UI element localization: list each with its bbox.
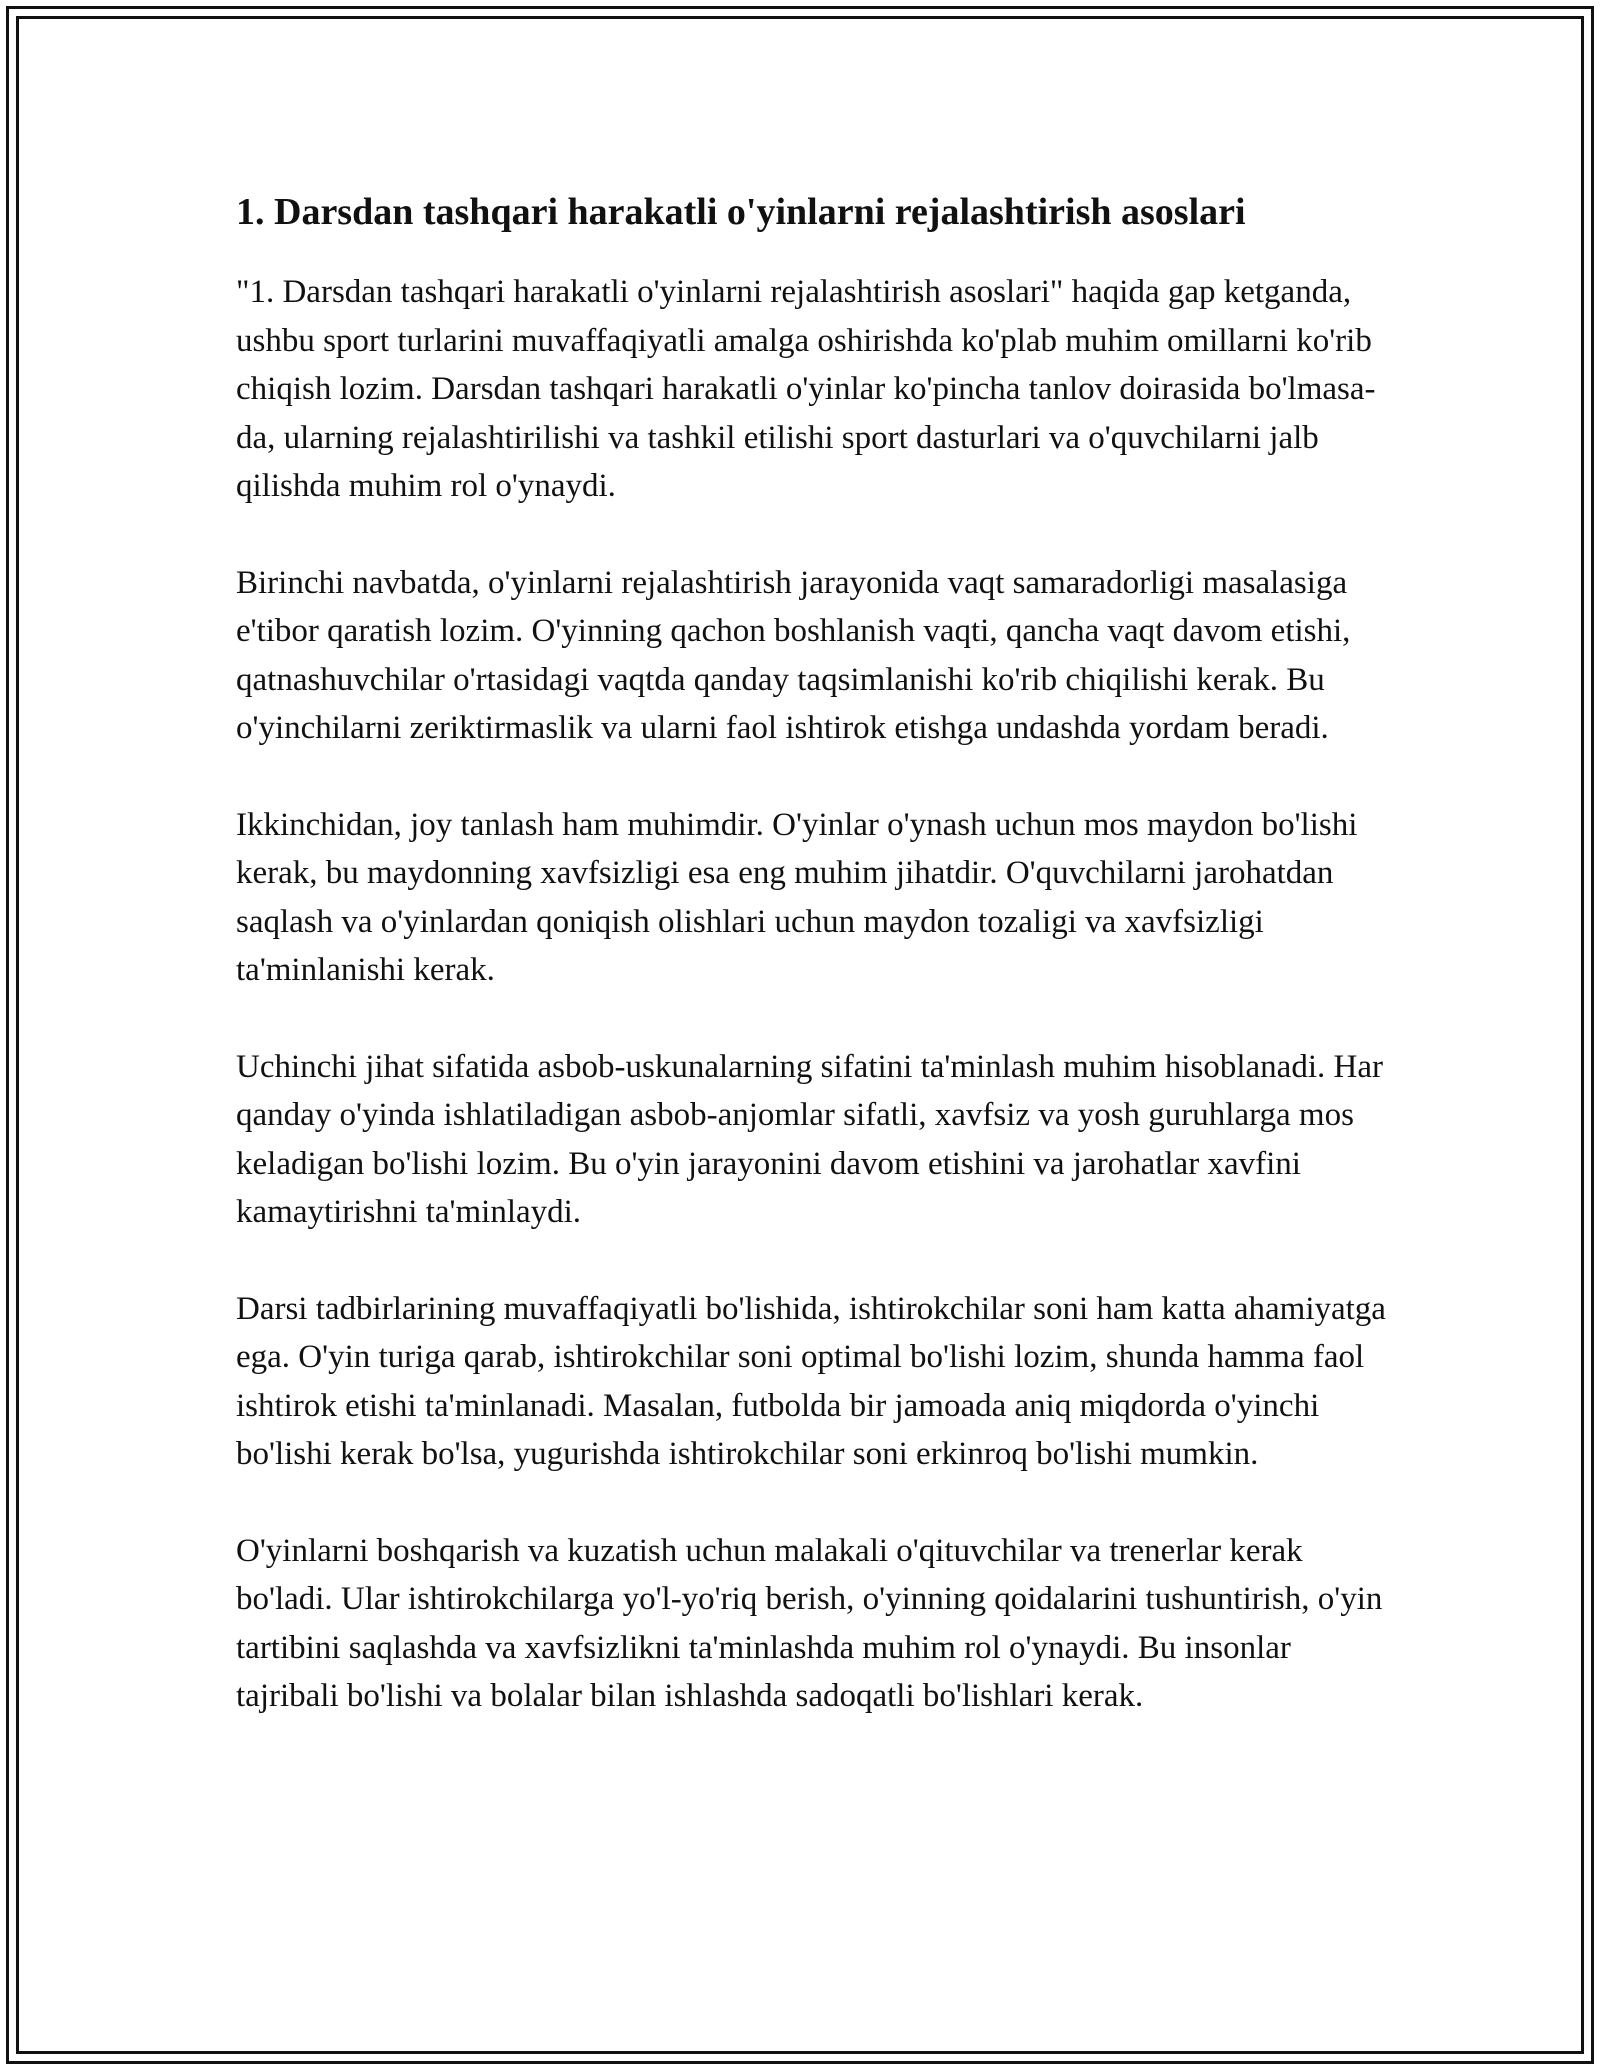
paragraph-instructors: O'yinlarni boshqarish va kuzatish uchun malakali o'qituvchilar va trenerlar kerak bo'ladi. Ular ishtirokchilarga yo'l-yo'riq berish, o'yinning qoidalarini tushuntirish, o'yin tartibini saqlashda va xavfsizlikni ta'minlashda muhim rol o'ynaydi. Bu insonlar tajribali bo'lishi va bolalar bilan ishlashda sadoqatli bo'lishlari kerak. <box>236 1532 1383 1714</box>
section-heading: 1. Darsdan tashqari harakatli o'yinlarni rejalashtirish asoslari <box>236 191 1246 233</box>
paragraph-participants: Darsi tadbirlarining muvaffaqiyatli bo'lishida, ishtirokchilar soni ham katta ahamiyatga ega. O'yin turiga qarab, ishtirokchilar soni optimal bo'lishi lozim, shunda hamma faol ishtirok etishi ta'minlanadi. Masalan, futbolda bir jamoada aniq miqdorda o'yinchi bo'lishi kerak bo'lsa, yugurishda ishtirokchilar soni erkinroq bo'lishi mumkin. <box>236 1290 1386 1472</box>
paragraph-intro: "1. Darsdan tashqari harakatli o'yinlarni rejalashtirish asoslari" haqida gap ketganda, ushbu sport turlarini muvaffaqiyatli amalga oshirishda ko'plab muhim omillarni ko'rib chiqish lozim. Darsdan tashqari harakatli o'yinlar ko'pincha tanlov doirasida bo'lmasa-da, ularning rejalashtirilishi va tashkil etilishi sport dasturlari va o'quvchilarni jalb qilishda muhim rol o'ynaydi. <box>236 274 1376 504</box>
paragraph-equipment: Uchinchi jihat sifatida asbob-uskunalarning sifatini ta'minlash muhim hisoblanadi. Har qanday o'yinda ishlatiladigan asbob-anjomlar sifatli, xavfsiz va yosh guruhlarga mos keladigan bo'lishi lozim. Bu o'yin jarayonini davom etishini va jarohatlar xavfini kamaytirishni ta'minlaydi. <box>236 1048 1383 1230</box>
document-body <box>236 186 1386 1769</box>
paragraph-time-planning: Birinchi navbatda, o'yinlarni rejalashtirish jarayonida vaqt samaradorligi masalasiga e'tibor qaratish lozim. O'yinning qachon boshlanish vaqti, qancha vaqt davom etishi, qatnashuvchilar o'rtasidagi vaqtda qanday taqsimlanishi ko'rib chiqilishi kerak. Bu o'yinchilarni zeriktirmaslik va ularni faol ishtirok etishga undashda yordam beradi. <box>236 564 1351 746</box>
paragraph-location: Ikkinchidan, joy tanlash ham muhimdir. O'yinlar o'ynash uchun mos maydon bo'lishi kerak, bu maydonning xavfsizligi esa eng muhim jihatdir. O'quvchilarni jarohatdan saqlash va o'yinlardan qoniqish olishlari uchun maydon tozaligi va xavfsizligi ta'minlanishi kerak. <box>236 806 1358 988</box>
